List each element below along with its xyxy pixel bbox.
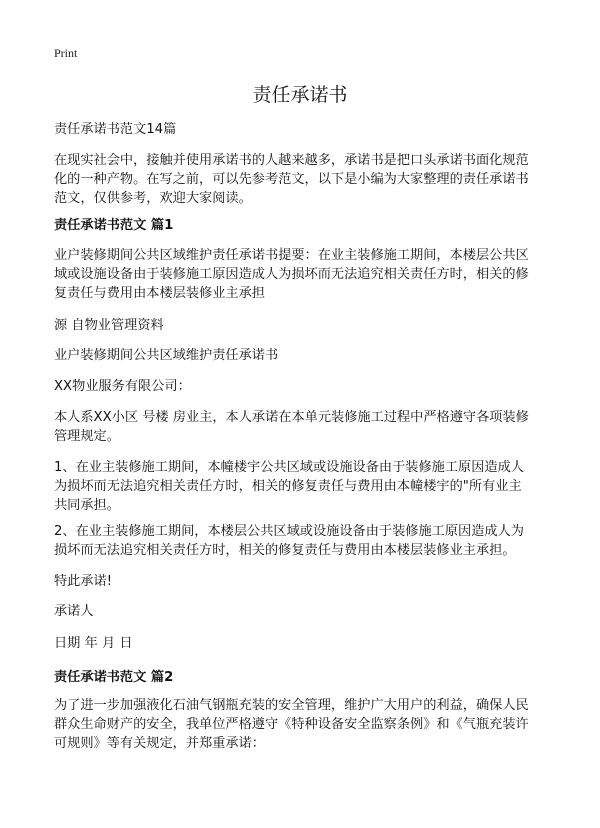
print-link[interactable]: Print bbox=[54, 46, 78, 60]
section1-closing: 特此承诺! bbox=[54, 574, 113, 589]
section1-doc-title: 业户装修期间公共区域维护责任承诺书 bbox=[54, 348, 279, 363]
document-title: 责任承诺书 bbox=[252, 84, 348, 106]
section1-date: 日期 年 月 日 bbox=[54, 636, 133, 651]
section-heading-2: 责任承诺书范文 篇2 bbox=[54, 670, 174, 685]
section1-summary: 业户装修期间公共区域维护责任承诺书提要：在业主装修施工期间，本楼层公共区 域或设施设备由于装修施工原因造成人为损坏而无法追究相关责任方时，相关的修 复责任与费用由本楼层装修业主承担 bbox=[54, 248, 529, 301]
intro-paragraph: 在现实社会中，接触并使用承诺书的人越来越多，承诺书是把口头承诺书面化规范 化的一种产物。在写之前，可以先参考范文，以下是小编为大家整理的责任承诺书 范文，仅供参考，欢迎大家阅读。 bbox=[54, 153, 529, 206]
section1-item-1: 1、在业主装修施工期间，本幢楼宇公共区域或设施设备由于装修施工原因造成人 为损坏而无法追究相关责任方时，相关的修复责任与费用由本幢楼宇的"所有业主 共同承担。 bbox=[54, 460, 524, 513]
section1-addressee: XX物业服务有限公司： bbox=[54, 379, 191, 394]
section1-source: 源 自物业管理资料 bbox=[54, 318, 164, 333]
subtitle: 责任承诺书范文14篇 bbox=[54, 122, 177, 137]
section-heading-1: 责任承诺书范文 篇1 bbox=[54, 218, 174, 233]
section1-item-2: 2、在业主装修施工期间，本楼层公共区域或设施设备由于装修施工原因造成人为 损坏而无法追究相关责任方时，相关的修复责任与费用由本楼层装修业主承担。 bbox=[54, 524, 524, 558]
section1-statement: 本人系XX小区 号楼 房业主，本人承诺在本单元装修施工过程中严格遵守各项装修 管理规定。 bbox=[54, 410, 529, 444]
section2-intro: 为了进一步加强液化石油气钢瓶充装的安全管理，维护广大用户的利益，确保人民 群众生命财产的安全，我单位严格遵守《特种设备安全监察条例》和《气瓶充装许 可规则》等有关规定，并郑重承诺： bbox=[54, 698, 529, 751]
section1-signer: 承诺人 bbox=[54, 604, 94, 619]
